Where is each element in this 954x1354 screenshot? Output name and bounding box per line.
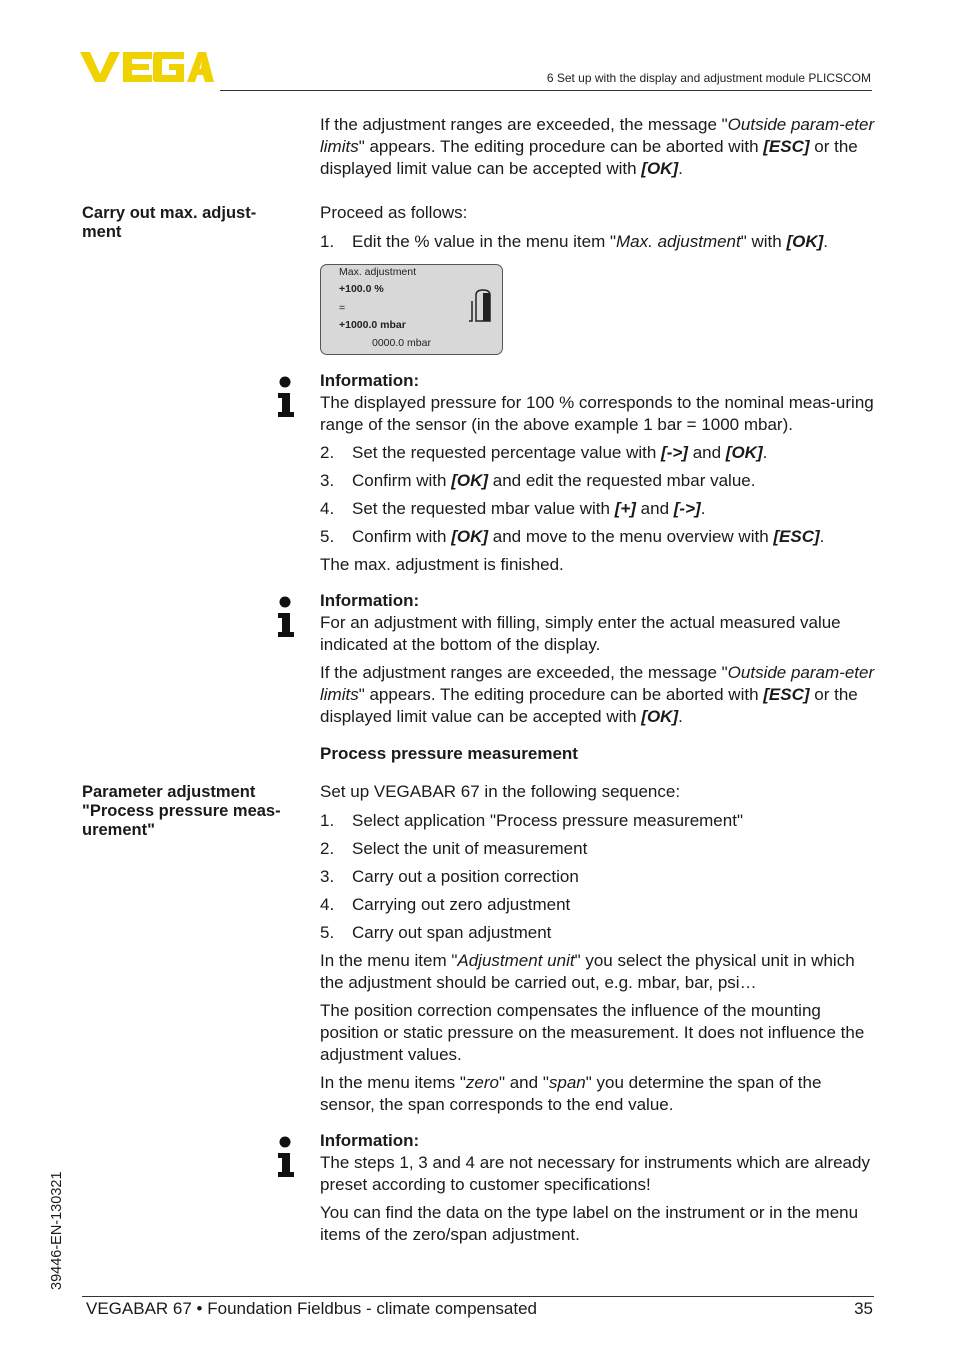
tank-icon bbox=[468, 287, 494, 328]
step-4: 4. Set the requested mbar value with [+] and [->]. bbox=[320, 499, 706, 518]
header-divider bbox=[220, 90, 872, 91]
position-paragraph: The position correction compensates the influence of the mounting position or static pressure on the measurement. It does not influence the adjustment values. bbox=[320, 1001, 865, 1064]
info-text: The steps 1, 3 and 4 are not necessary for instruments which are already preset according to customer specifications! bbox=[320, 1153, 870, 1194]
side-label-max-adjustment: Carry out max. adjust-ment bbox=[82, 204, 257, 241]
process-step-2: 2. Select the unit of measurement bbox=[320, 839, 588, 858]
display-mbar: +1000.0 mbar bbox=[339, 319, 406, 331]
info-icon bbox=[276, 1136, 296, 1178]
display-title: Max. adjustment bbox=[339, 266, 417, 278]
display-current-value: 0000.0 mbar bbox=[372, 337, 431, 349]
process-intro: Set up VEGABAR 67 in the following sequence: bbox=[320, 782, 681, 801]
step-5: 5. Confirm with [OK] and move to the menu overview with [ESC]. bbox=[320, 527, 825, 546]
step-3: 3. Confirm with [OK] and edit the requested mbar value. bbox=[320, 471, 756, 490]
step-1: 1. Edit the % value in the menu item "Max. adjustment" with [OK]. bbox=[320, 232, 829, 251]
footer-title: VEGABAR 67 • Foundation Fieldbus - climate compensated bbox=[86, 1299, 538, 1318]
intro-paragraph: If the adjustment ranges are exceeded, the message "Outside param-eter limits" appears. The editing procedure can be aborted with [ESC] or the displayed limit value can be accepted with [OK]. bbox=[320, 115, 875, 178]
display-equals: = bbox=[339, 302, 346, 314]
info-heading: Information: bbox=[320, 371, 420, 390]
process-heading: Process pressure measurement bbox=[320, 744, 578, 763]
process-step-1: 1. Select application "Process pressure measurement" bbox=[320, 811, 743, 830]
limits-paragraph: If the adjustment ranges are exceeded, the message "Outside param-eter limits" appears. The editing procedure can be aborted with [ESC] or the displayed limit value can be accepted with [OK]. bbox=[320, 663, 875, 726]
info-heading: Information: bbox=[320, 1131, 420, 1150]
process-step-4: 4. Carrying out zero adjustment bbox=[320, 895, 571, 914]
display-screen bbox=[320, 264, 503, 355]
process-body bbox=[320, 781, 876, 1116]
info-heading: Information: bbox=[320, 591, 420, 610]
zero-span-paragraph: In the menu items "zero" and "span" you determine the span of the sensor, the span corresponds to the end value. bbox=[320, 1073, 822, 1114]
footer-divider bbox=[82, 1296, 874, 1297]
process-step-5: 5. Carry out span adjustment bbox=[320, 923, 552, 942]
side-label-parameter-adjustment: Parameter adjustment "Process pressure meas-urement" bbox=[82, 783, 281, 839]
proceed-text: Proceed as follows: bbox=[320, 203, 468, 222]
step-2: 2. Set the requested percentage value with [->] and [OK]. bbox=[320, 443, 768, 462]
info-text: For an adjustment with filling, simply enter the actual measured value indicated at the bottom of the display. bbox=[320, 613, 841, 654]
type-label-paragraph: You can find the data on the type label on the instrument or in the menu items of the zero/span adjustment. bbox=[320, 1203, 859, 1244]
unit-paragraph: In the menu item "Adjustment unit" you select the physical unit in which the adjustment should be carried out, e.g. mbar, bar, psi… bbox=[320, 951, 855, 992]
info-block-3 bbox=[320, 1130, 876, 1246]
info-text: The displayed pressure for 100 % corresponds to the nominal meas-uring range of the sensor (in the above example 1 bar = 1000 mbar). bbox=[320, 393, 874, 434]
page-number: 35 bbox=[854, 1299, 873, 1318]
display-percent: +100.0 % bbox=[339, 283, 384, 295]
finished-text: The max. adjustment is finished. bbox=[320, 555, 564, 574]
process-step-3: 3. Carry out a position correction bbox=[320, 867, 579, 886]
info-block-2 bbox=[320, 590, 876, 728]
max-adjustment-steps-start bbox=[320, 202, 876, 259]
info-block-1 bbox=[320, 370, 876, 576]
header-section-title: 6 Set up with the display and adjustment module PLICSCOM bbox=[546, 71, 871, 85]
vega-logo bbox=[80, 48, 214, 86]
info-icon bbox=[276, 596, 296, 638]
document-code: 39446-EN-130321 bbox=[49, 1171, 65, 1290]
info-icon bbox=[276, 376, 296, 418]
